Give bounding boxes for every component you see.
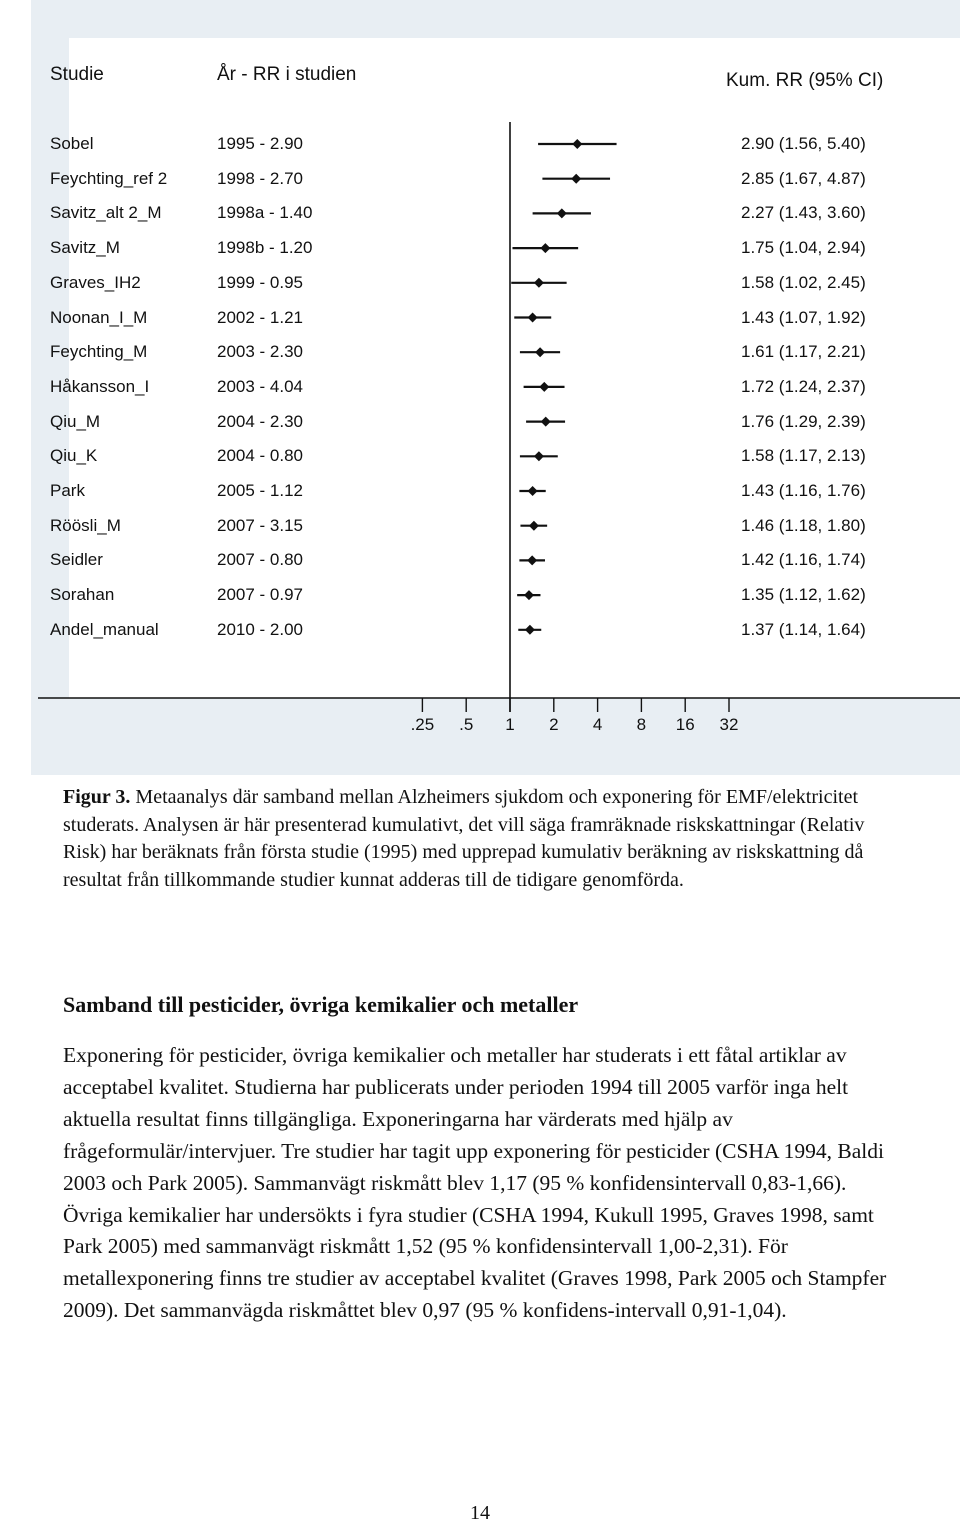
row-year-rr: 1995 - 2.90 (217, 134, 304, 153)
header-cumulative-rr: Kum. RR (95% CI) (726, 70, 884, 91)
point-estimate (540, 243, 550, 253)
row-study: Andel_manual (50, 619, 159, 639)
row-year-rr: 2007 - 0.80 (217, 550, 304, 570)
caption-text: Metaanalys där samband mellan Alzheimers sjukdom och exponering för EMF/elektricitet studerats. Analysen är här presenterad kumulativt, det vill säga framräknade riskskattningar (Relativ Risk) har beräknats från första studie (1995) med upprepad kumulativ beräkning av riskskattning då resultat från tillkommande studier kunnat adderas till de tidigare genomförda. (63, 786, 865, 891)
caption-label: Figur 3. (63, 786, 131, 808)
row-study: Qiu_K (50, 446, 98, 466)
row-year-rr: 1998a - 1.40 (217, 203, 313, 223)
page-number: 14 (470, 1502, 490, 1524)
row-year-rr: 2003 - 4.04 (217, 376, 304, 396)
row-year-rr: 1998 - 2.70 (217, 168, 304, 188)
row-year-rr: 2004 - 0.80 (217, 446, 304, 466)
header-year-rr: År - RR i studien (217, 64, 357, 85)
row-study: Röösli_M (50, 515, 121, 535)
row-year-rr: 2007 - 0.97 (217, 585, 304, 605)
row-ci-label: 1.58 (1.17, 2.13) (741, 446, 866, 466)
row-year-rr: 2007 - 3.15 (217, 515, 304, 535)
x-tick-label: .25 (410, 715, 435, 734)
x-tick-label: .5 (459, 715, 474, 734)
point-estimate (571, 174, 581, 184)
row-ci-label: 2.27 (1.43, 3.60) (741, 203, 866, 223)
row-ci-label: 1.43 (1.16, 1.76) (741, 481, 866, 500)
point-estimate (572, 139, 582, 149)
figure-caption (63, 784, 903, 894)
row-year-rr: 2010 - 2.00 (217, 619, 304, 639)
row-ci-label: 1.37 (1.14, 1.64) (741, 619, 866, 639)
row-study: Sorahan (50, 585, 115, 605)
x-tick-label: 1 (505, 715, 515, 734)
row-year-rr: 1999 - 0.95 (217, 272, 304, 292)
row-study: Savitz_alt 2_M (50, 203, 162, 223)
row-ci-label: 2.90 (1.56, 5.40) (741, 134, 866, 153)
row-year-rr: 2004 - 2.30 (217, 411, 304, 431)
row-study: Feychting_ref 2 (50, 168, 168, 188)
point-estimate (539, 382, 549, 392)
point-estimate (528, 486, 538, 496)
row-study: Park (50, 481, 85, 500)
point-estimate (534, 451, 544, 461)
row-study: Seidler (50, 550, 103, 570)
row-year-rr: 1998b - 1.20 (217, 238, 313, 258)
row-study: Graves_IH2 (50, 272, 141, 292)
row-ci-label: 1.72 (1.24, 2.37) (741, 376, 866, 396)
row-study: Håkansson_I (50, 376, 150, 396)
x-tick-label: 4 (592, 715, 603, 734)
x-tick-label: 8 (636, 715, 647, 734)
point-estimate (525, 625, 535, 635)
row-ci-label: 1.75 (1.04, 2.94) (741, 238, 866, 258)
point-estimate (527, 555, 537, 565)
point-estimate (528, 313, 538, 323)
point-estimate (535, 347, 545, 357)
row-ci-label: 1.76 (1.29, 2.39) (741, 411, 866, 431)
row-study: Savitz_M (50, 238, 120, 258)
header-study: Studie (50, 64, 104, 85)
x-tick-label: 2 (549, 715, 559, 734)
point-estimate (557, 208, 567, 218)
row-study: Qiu_M (50, 411, 101, 431)
row-ci-label: 1.58 (1.02, 2.45) (741, 272, 866, 292)
row-study: Feychting_M (50, 342, 148, 362)
point-estimate (524, 590, 534, 600)
row-ci-label: 1.35 (1.12, 1.62) (741, 585, 866, 605)
section-title: Samband till pesticider, övriga kemikalier och metaller (63, 992, 579, 1017)
x-tick-label: 16 (675, 715, 695, 734)
row-ci-label: 2.85 (1.67, 4.87) (741, 168, 866, 188)
row-ci-label: 1.46 (1.18, 1.80) (741, 515, 866, 535)
row-year-rr: 2003 - 2.30 (217, 342, 304, 362)
row-study: Noonan_I_M (50, 307, 148, 327)
row-year-rr: 2002 - 1.21 (217, 307, 304, 327)
row-ci-label: 1.42 (1.16, 1.74) (741, 550, 866, 570)
point-estimate (534, 278, 544, 288)
section-body: Exponering för pesticider, övriga kemikalier och metaller har studerats i ett fåtal artiklar av acceptabel kvalitet. Studierna har publicerats under perioden 1994 till 2005 varför inga helt aktuella resultat finns tillgängliga. Exponeringarna har värderats med hjälp av frågeformulär/intervjuer. Tre studier har tagit upp exponering för pesticider (CSHA 1994, Baldi 2003 och Park 2005). Sammanvägt riskmått blev 1,17 (95 % konfidensintervall 0,83-1,66). Övriga kemikalier har undersökts i fyra studier (CSHA 1994, Kukull 1995, Graves 1998, samt Park 2005) med sammanvägt riskmått 1,52 (95 % konfidensintervall 1,00-2,31). För metallexponering finns tre studier av acceptabel kvalitet (Graves 1998, Park 2005 och Stampfer 2009). Det sammanvägda riskmåttet blev 0,97 (95 % konfidens-intervall 0,91-1,04). (63, 1043, 887, 1323)
point-estimate (529, 521, 539, 531)
row-ci-label: 1.61 (1.17, 2.21) (741, 342, 866, 362)
row-ci-label: 1.43 (1.07, 1.92) (741, 307, 866, 327)
row-study: Sobel (50, 134, 94, 153)
row-year-rr: 2005 - 1.12 (217, 481, 304, 500)
point-estimate (541, 417, 551, 427)
x-tick-label: 32 (719, 715, 739, 734)
